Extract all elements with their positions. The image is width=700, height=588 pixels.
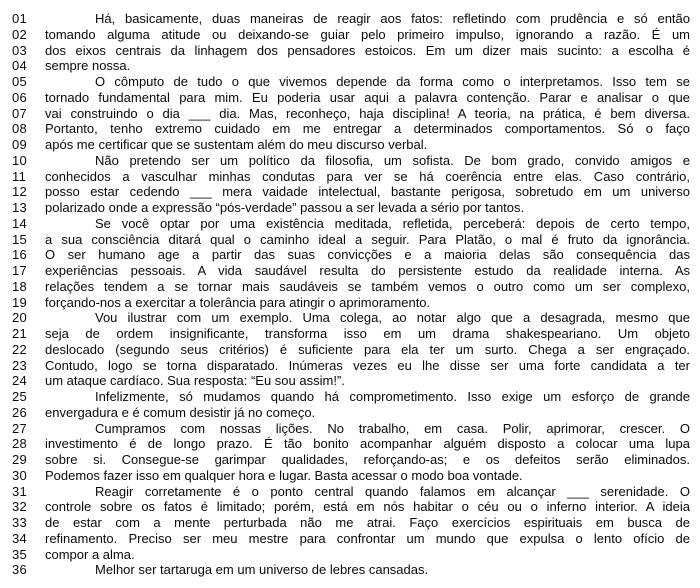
line-number: 19 [12, 294, 28, 310]
line-number: 18 [12, 278, 28, 294]
line-number: 11 [12, 168, 27, 184]
text-line [12, 153, 690, 169]
text-lines [12, 11, 690, 578]
line-text: conhecidos a vasculhar minhas condutas para ver se há coerência entre elas. Caso contrário, [45, 168, 690, 184]
line-text: tomando alguma atitude ou deixando-se guiar pelo primeiro impulso, ignorando a razão. É um [45, 26, 690, 42]
line-number: 08 [12, 121, 28, 137]
text-line [12, 310, 690, 326]
text-line [12, 452, 690, 468]
line-text: Há, basicamente, duas maneiras de reagir aos fatos: refletindo com prudência e só então [95, 11, 690, 26]
line-text: relações tendem a se tornar mais saudáveis se também vemos o outro como um ser complexo, [45, 278, 690, 294]
line-text: Melhor ser tartaruga em um universo de lebres cansadas. [95, 562, 429, 578]
line-text: investimento é de longo prazo. É tão bonito acompanhar alguém disposto a colocar uma lupa [45, 436, 690, 452]
text-line [12, 137, 690, 153]
line-number: 20 [12, 310, 28, 326]
text-line [12, 90, 690, 106]
text-line [12, 11, 690, 27]
text-line [12, 184, 690, 200]
line-number: 15 [12, 231, 28, 247]
text-line [12, 358, 690, 374]
line-number: 33 [12, 515, 28, 530]
text-line [12, 200, 690, 216]
line-text: seja de ordem insignificante, transforma isso em um drama shakespeariano. Um objeto [45, 326, 690, 341]
line-number: 34 [12, 530, 28, 546]
line-number: 13 [12, 200, 28, 215]
text-line [12, 436, 690, 452]
line-text: um ataque cardíaco. Sua resposta: “Eu sou assim!”. [45, 373, 345, 389]
line-text: Contudo, logo se torna disparatado. Inúmeras vezes eu lhe disse ser uma forte candidata a ter [45, 357, 690, 373]
line-text: experiências pessoais. A vida saudável resulta do persistente estudo da realidade interna. As [45, 263, 690, 278]
line-text: Cumpramos com nossas lições. No trabalho, em casa. Polir, aprimorar, crescer. O [95, 420, 690, 436]
line-number: 32 [12, 499, 28, 515]
line-number: 12 [12, 184, 28, 200]
text-line [12, 421, 690, 437]
line-number: 31 [12, 483, 28, 499]
text-line [12, 531, 690, 547]
line-text: Vou ilustrar com um exemplo. Uma colega, ao notar algo que a desagrada, mesmo que [95, 310, 690, 326]
line-text: vai construindo o dia ___ dia. Mas, reconheço, haja disciplina! A teoria, na prática, é bem diversa. [45, 105, 690, 121]
text-line [12, 295, 690, 311]
line-number: 09 [12, 137, 28, 152]
line-number: 23 [12, 357, 28, 373]
line-text: controle sobre os fatos é limitado; porém, está em nós habitar o céu ou o inferno interior. A ideia [45, 499, 690, 515]
line-text: Reagir corretamente é o ponto central quando falamos em alcançar ___ serenidade. O [95, 483, 690, 499]
line-text: após me certificar que se sustentam além do meu discurso verbal. [45, 137, 428, 152]
line-number: 10 [12, 152, 28, 168]
line-text: sempre nossa. [45, 58, 131, 74]
line-text: dos eixos centrais da linhagem dos pensadores estoicos. Em um dizer mais sucinto: a escolha é [45, 42, 690, 58]
text-line [12, 121, 690, 137]
text-line [12, 547, 690, 563]
line-text: deslocado (segundo seus critérios) é suficiente para ela ter um surto. Chega a ser engraçado. [45, 341, 690, 357]
text-line [12, 468, 690, 484]
line-number: 25 [12, 389, 28, 404]
line-number: 30 [12, 467, 28, 483]
line-text: Não pretendo ser um político da filosofia, um sofista. De bom grado, convido amigos e [95, 152, 690, 168]
line-number: 27 [12, 420, 28, 436]
line-text: sobre si. Consegue-se garimpar qualidades, reforçando-as; e os defeitos serão eliminados. [45, 452, 690, 467]
line-number: 24 [12, 373, 28, 389]
text-line [12, 326, 690, 342]
text-line [12, 232, 690, 248]
text-line [12, 373, 690, 389]
text-line [12, 263, 690, 279]
text-line [12, 74, 690, 90]
text-line [12, 484, 690, 500]
line-number: 05 [12, 74, 28, 89]
line-number: 14 [12, 215, 28, 231]
line-text: refinamento. Preciso ser meu mestre para confrontar um mundo que expulsa o lento ofício de [45, 530, 690, 546]
line-number: 03 [12, 42, 28, 58]
line-text: polarizado onde a expressão “pós-verdade” passou a ser levada a sério por tantos. [45, 200, 525, 215]
line-text: O cômputo de tudo o que vivemos depende da forma como o interpretamos. Isso tem se [95, 74, 690, 89]
line-number: 21 [12, 326, 28, 341]
text-line [12, 405, 690, 421]
line-text: Podemos fazer isso em qualquer hora e lugar. Basta acessar o modo boa vontade. [45, 467, 523, 483]
text-line [12, 58, 690, 74]
text-line [12, 499, 690, 515]
line-text: tornado fundamental para mim. Eu poderia usar aqui a palavra contenção. Parar e analisar o que [45, 89, 690, 105]
line-number: 16 [12, 247, 28, 263]
line-text: a sua consciência ditará qual o caminho ideal a seguir. Para Platão, o mal é fruto da ignorância. [45, 231, 690, 247]
line-text: de estar com a mente perturbada não me atrai. Faço exercícios espirituais em busca de [45, 515, 690, 530]
line-number: 36 [12, 562, 28, 578]
text-line [12, 247, 690, 263]
text-line [12, 515, 690, 531]
text-line [12, 106, 690, 122]
text-line [12, 279, 690, 295]
line-number: 04 [12, 58, 28, 74]
text-line [12, 43, 690, 59]
line-text: O ser humano age a partir das suas convicções e a maioria delas são consequência das [45, 247, 690, 263]
line-number: 26 [12, 404, 28, 420]
text-line [12, 27, 690, 43]
line-text: forçando-nos a exercitar a tolerância para atingir o aprimoramento. [45, 294, 431, 310]
text-line [12, 562, 690, 578]
text-line [12, 169, 690, 185]
line-number: 29 [12, 452, 28, 467]
line-number: 06 [12, 89, 28, 105]
line-text: posso estar cedendo ___ mera vaidade intelectual, bastante perigosa, sobretudo em um universo [45, 184, 690, 200]
line-text: Infelizmente, só mudamos quando há comprometimento. Isso exige um esforço de grande [95, 389, 690, 404]
line-number: 01 [12, 11, 28, 26]
line-number: 22 [12, 341, 28, 357]
line-text: compor a alma. [45, 546, 135, 562]
text-line [12, 216, 690, 232]
line-text: Se você optar por uma existência meditada, refletida, perceberá: depois de certo tempo, [95, 215, 690, 231]
line-text: Portanto, tenho extremo cuidado em me entregar a determinados comportamentos. Só o faço [45, 121, 690, 137]
line-number: 35 [12, 546, 28, 562]
line-number: 07 [12, 105, 28, 121]
line-text: envergadura e é comum desistir já no começo. [45, 404, 316, 420]
line-number: 28 [12, 436, 28, 452]
line-number: 02 [12, 26, 28, 42]
text-line [12, 342, 690, 358]
text-line [12, 389, 690, 405]
line-number: 17 [12, 263, 28, 278]
